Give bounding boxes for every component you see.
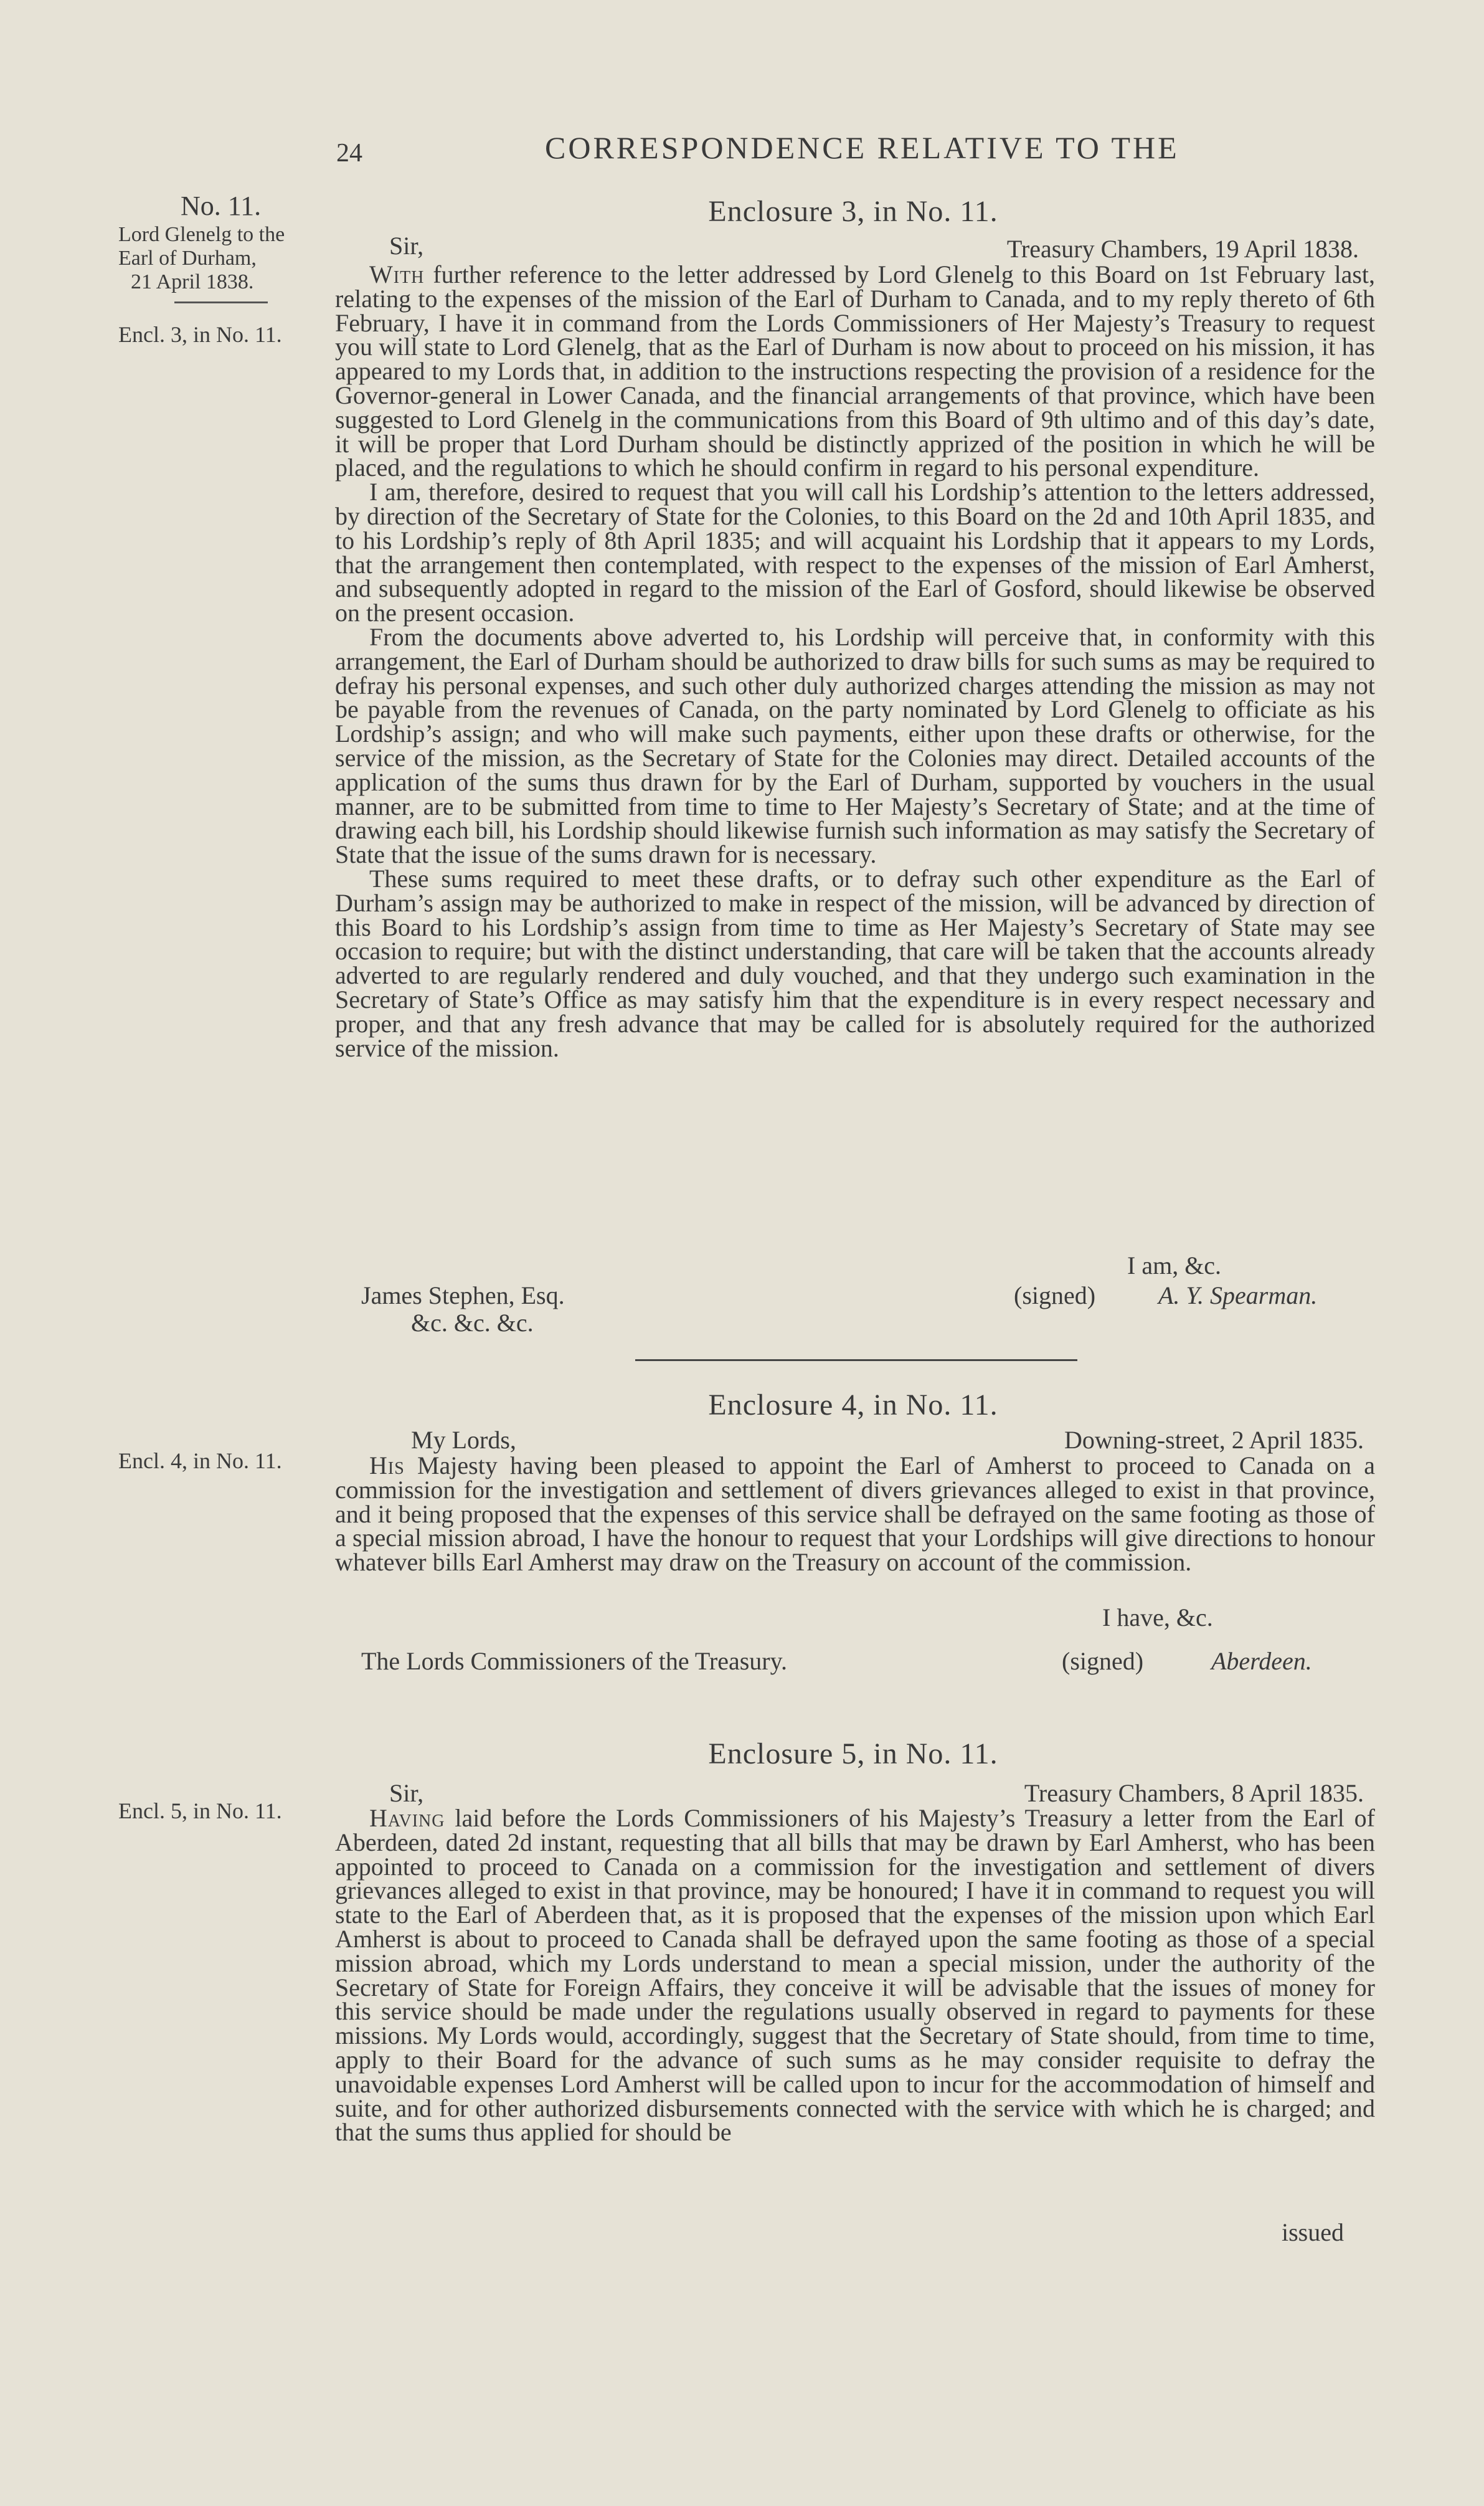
page-number: 24 — [336, 139, 362, 168]
enclosure4-dateline: Downing-street, 2 April 1835. — [1064, 1426, 1364, 1454]
margin-desc-line: Lord Glenelg to the — [118, 223, 285, 246]
enclosure3-paragraph: With further reference to the letter addressed by Lord Glenelg to this Board on 1st February last, relating to the expenses of the mission of the Earl of Durham to Canada, and to my reply thereto of 6th February, I have it in command from the Lords Commissioners of Her Majesty’s Treasury to request you will state to Lord Glenelg, that as the Earl of Durham is now about to proceed on his mission, it has appeared to my Lords that, in addition to the instructions respecting the provision of a residence for the Governor-general in Lower Canada, and the financial arrangements of that province, which have been suggested to Lord Glenelg in the communications from this Board of 9th ultimo and of this day’s date, it will be proper that Lord Durham should be distinctly apprized of the position in which he will be placed, and the regulations to which he should confirm in regard to his personal expenditure. — [335, 260, 1375, 482]
enclosure3-paragraph: I am, therefore, desired to request that you will call his Lordship’s attention to the letters addressed, by direction of the Secretary of State for the Colonies, to this Board on the 2d and 10th April 1835, and to his Lordship’s reply of 8th April 1835; and will acquaint his Lordship that it appears to my Lords, that the arrangement then contemplated, with respect to the expenses of the mission of Earl Amherst, and subsequently adopted in regard to the mission of the Earl of Gosford, should likewise be observed on the present occasion. — [335, 478, 1375, 627]
enclosure3-paragraph: From the documents above adverted to, his Lordship will perceive that, in conformity with this arrangement, the Earl of Durham should be authorized to draw bills for such sums as may be required to defray his personal expenses, and such other duly authorized charges attending the mission as may not be payable from the revenues of Canada, on the party nominated by Lord Glenelg to officiate as his Lordship’s assign; and who will make such payments, either upon these drafts or otherwise, for the service of the mission, as the Secretary of State for the Colonies may direct. Detailed accounts of the application of the sums thus drawn for by the Earl of Durham, supported by vouchers in the usual manner, are to be submitted from time to time to Her Majesty’s Secretary of State; and at the time of drawing each bill, his Lordship should likewise furnish such information as may satisfy the Secretary of State that the issue of the sums drawn for is necessary. — [335, 622, 1375, 869]
catchword: issued — [1282, 2218, 1344, 2246]
enclosure3-salutation: Sir, — [389, 232, 424, 260]
enclosure3-closing: I am, &c. — [1127, 1251, 1222, 1279]
margin-encl4: Encl. 4, in No. 11. — [118, 1448, 282, 1473]
running-title: CORRESPONDENCE RELATIVE TO THE — [545, 130, 1179, 165]
margin-desc-line: Earl of Durham, — [118, 247, 257, 270]
enclosure5-paragraph: Having laid before the Lords Commissioners of his Majesty’s Treasury a letter from the Earl of Aberdeen, dated 2d instant, requesting that all bills that may be drawn by Earl Amherst, who has been appointed to proceed to Canada on a commission for the investigation and settlement of divers grievances alleged to exist in that province, may be honoured; I have it in command to request you will state to the Earl of Aberdeen that, as it is proposed that the expenses of the mission upon which Earl Amherst is about to proceed to Canada shall be defrayed upon the same footing as those of a special mission abroad, which my Lords understand to mean a special mission, under the authority of the Secretary of State for Foreign Affairs, they conceive it will be advisable that the issues of money for this service should be made under the regulations usually observed in regard to payments for these missions. My Lords would, accordingly, suggest that the Secretary of State should, from time to time, apply to their Board for the advance of such sums as he may consider requisite to defray the unavoidable expenses Lord Amherst will be called upon to incur for the accommodation of himself and suite, and for other authorized disbursements connected with the service with which he is charged; and that the sums thus applied for should be — [335, 1804, 1375, 2147]
enclosure3-addressee: James Stephen, Esq. — [361, 1281, 565, 1309]
margin-doc-number: No. 11. — [181, 191, 262, 221]
enclosure3-body — [335, 260, 1375, 1062]
margin-rule — [174, 301, 268, 303]
enclosure3-dateline: Treasury Chambers, 19 April 1838. — [1006, 235, 1359, 263]
margin-encl3: Encl. 3, in No. 11. — [118, 322, 282, 347]
enclosure5-lead-word: Having — [369, 1804, 445, 1832]
running-head — [0, 130, 1484, 173]
margin-desc-line: 21 April 1838. — [131, 270, 254, 293]
enclosure3-lead-word: With — [369, 260, 425, 288]
enclosure4-paragraph: His Majesty having been pleased to appoint the Earl of Amherst to proceed to Canada on a commission for the investigation and settlement of divers grievances alleged to exist in that province, and it being proposed that the expenses of this service shall be defrayed on the same footing as those of a special mission abroad, I have the honour to request that your Lordships will give directions to honour whatever bills Earl Amherst may draw on the Treasury on account of the commission. — [335, 1451, 1375, 1577]
enclosure3-addressee-etc: &c. &c. &c. — [411, 1309, 534, 1337]
enclosure4-salutation: My Lords, — [411, 1426, 516, 1454]
enclosure4-lead-word: His — [369, 1451, 405, 1479]
enclosure4-heading: Enclosure 4, in No. 11. — [708, 1388, 998, 1421]
margin-doc-note — [118, 191, 330, 322]
enclosure3-signatory: A. Y. Spearman. — [1158, 1281, 1318, 1309]
enclosure5-body — [335, 1806, 1375, 2145]
enclosure5-salutation: Sir, — [389, 1779, 424, 1807]
enclosure5-dateline: Treasury Chambers, 8 April 1835. — [1024, 1779, 1364, 1807]
section-divider — [635, 1359, 1077, 1361]
enclosure5-heading: Enclosure 5, in No. 11. — [708, 1737, 998, 1770]
enclosure4-signed: (signed) — [1062, 1647, 1144, 1675]
margin-encl5: Encl. 5, in No. 11. — [118, 1798, 282, 1823]
enclosure3-signed: (signed) — [1014, 1281, 1096, 1309]
enclosure4-closing: I have, &c. — [1102, 1603, 1213, 1631]
enclosure4-signatory: Aberdeen. — [1211, 1647, 1312, 1675]
enclosure3-paragraph: These sums required to meet these drafts, or to defray such other expenditure as the Earl of Durham’s assign may be authorized to make in respect of the mission, will be advanced by direction of this Board to his Lordship’s assign from time to time as Her Majesty’s Secretary of State may see occasion to require; but with the distinct understanding, that care will be taken that the accounts already adverted to are regularly rendered and duly vouched, and that they undergo such examination in the Secretary of State’s Office as may satisfy him that the expenditure is in every respect necessary and proper, and that any fresh advance that may be called for is absolutely required for the authorized service of the mission. — [335, 864, 1375, 1062]
enclosure4-addressee: The Lords Commissioners of the Treasury. — [361, 1647, 788, 1675]
enclosure3-heading: Enclosure 3, in No. 11. — [708, 195, 998, 228]
enclosure4-body — [335, 1451, 1375, 1577]
